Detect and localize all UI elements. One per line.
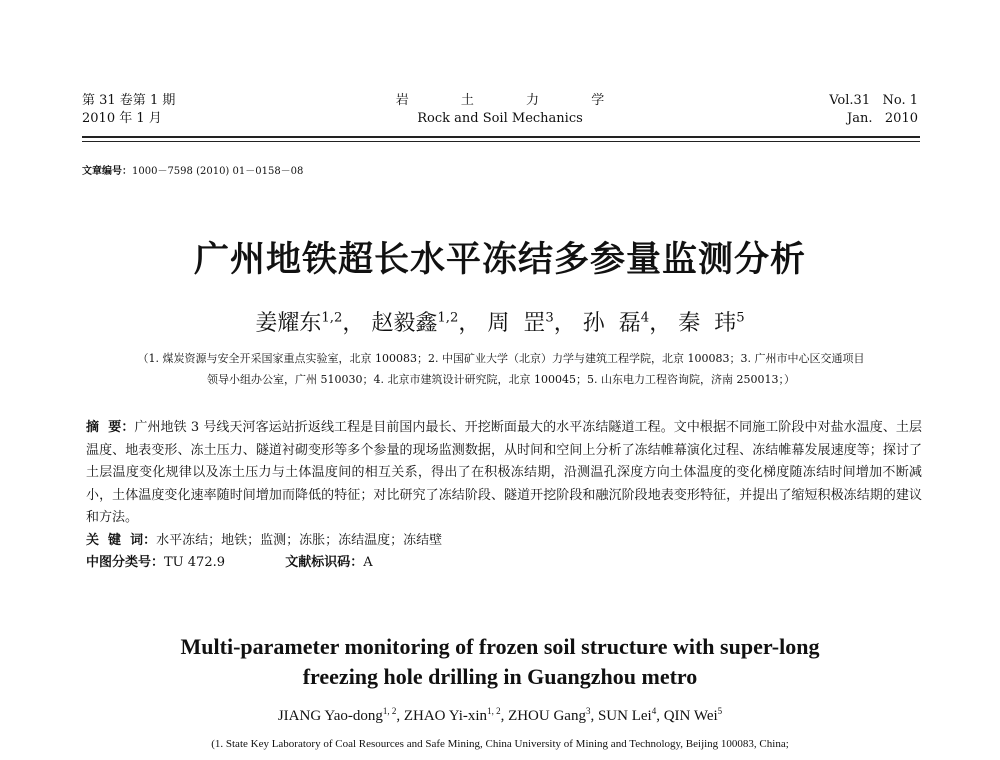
author-en: ZHAO Yi-xin$^{1, 2}$ [403,706,501,724]
title-en [0,632,1000,692]
abstract [86,417,922,530]
journal-name-en: Rock and Soil Mechanics [417,111,583,126]
issue-date-en: Jan. 2010 [847,111,918,126]
author-en: JIANG Yao-dong$^{1, 2}$ [277,706,397,724]
author-cn: 姜耀东$^{1,2}$ [255,310,343,336]
title-en-line: freezing hole drilling in Guangzhou metro [302,664,698,689]
issue-date-cn: 2010 年 1 月 [82,111,162,126]
author-en: ZHOU Gang$^3$ [508,706,591,724]
issue-volume-en: Vol.31 No. 1 [829,93,918,108]
abstract-label: 摘 要： [86,420,135,435]
doc-code-label: 文献标识码： [285,555,364,570]
title-cn: 广州地铁超长水平冻结多参量监测分析 [193,240,806,280]
journal-name-cn: 岩 土 力 学 [395,93,629,108]
doc-code-value: A [363,555,373,570]
abstract-text: 广州地铁 3 号线天河客运站折返线工程是目前国内最长、开挖断面最大的水平冻结隧道工程。文中根据不同施工阶段中对盐水温度、土层温度、地表变形、冻土压力、隧道衬砌变形等多个参量的现场监测数据，从时间和空间上分析了冻结帷幕演化过程、冻结帷幕发展速度等；探讨了土层温度变化规律以及冻土压力与土体温度间的相互关系，得出了在积极冻结期，沿测温孔深度方向土体温度的变化梯度随冻结时间增加不断减小，土体温度变化速率随时间增加而降低的特征；对比研究了冻结阶段、隧道开挖阶段和融沉阶段地表变形特征，并提出了缩短积极冻结期的建议和方法。 [86,420,922,525]
classification-row [86,552,922,575]
author-cn: 周 罡$^3$ [487,310,554,336]
header-rule-thick [82,136,920,138]
journal-issue-en [829,92,918,128]
abstract-block [86,417,922,575]
title-en-line: Multi-parameter monitoring of frozen soil structure with super-long [180,634,820,659]
authors-cn: 姜耀东$^{1,2}$， 赵毅鑫$^{1,2}$， 周 罡$^3$， 孙 磊$^4$， 秦 玮$^5$ [255,310,745,336]
keywords-text: 水平冻结；地铁；监测；冻胀；冻结温度；冻结壁 [156,532,443,548]
keywords-label: 关 键 词： [86,532,157,548]
author-cn: 孙 磊$^4$ [582,310,650,336]
author-cn: 秦 玮$^5$ [678,310,745,336]
article-number-label: 文章编号： [82,166,132,177]
header-rule-thin [82,141,920,142]
author-cn: 赵毅鑫$^{1,2}$ [371,310,459,336]
keywords [86,530,922,553]
article-number [82,162,303,177]
classification-label: 中图分类号： [86,555,165,570]
affiliation-cn-line: 领导小组办公室，广州 510030；4. 北京市建筑设计研究院，北京 100045；5. 山东电力工程咨询院，济南 250013；） [207,373,795,386]
affiliation-cn-line: （1. 煤炭资源与安全开采国家重点实验室，北京 100083；2. 中国矿业大学（北京）力学与建筑工程学院，北京 100083；3. 广州市中心区交通项目 [137,352,865,365]
author-en: QIN Wei$^5$ [663,706,723,724]
classification-value: TU 472.9 [164,555,225,570]
authors-en: JIANG Yao-dong$^{1, 2}$, ZHAO Yi-xin$^{1, 2}$, ZHOU Gang$^3$, SUN Lei$^4$, QIN Wei$^5$ [277,706,723,724]
article-number-value: 1000－7598 (2010) 01－0158－08 [132,166,304,177]
affiliation-en: (1. State Key Laboratory of Coal Resources and Safe Mining, China University of Mining and Technology, Beijing 100083, China; [211,738,789,750]
issue-volume-cn: 第 31 卷第 1 期 [82,93,176,108]
affiliations-cn [86,348,916,390]
author-en: SUN Lei$^4$ [597,706,657,724]
